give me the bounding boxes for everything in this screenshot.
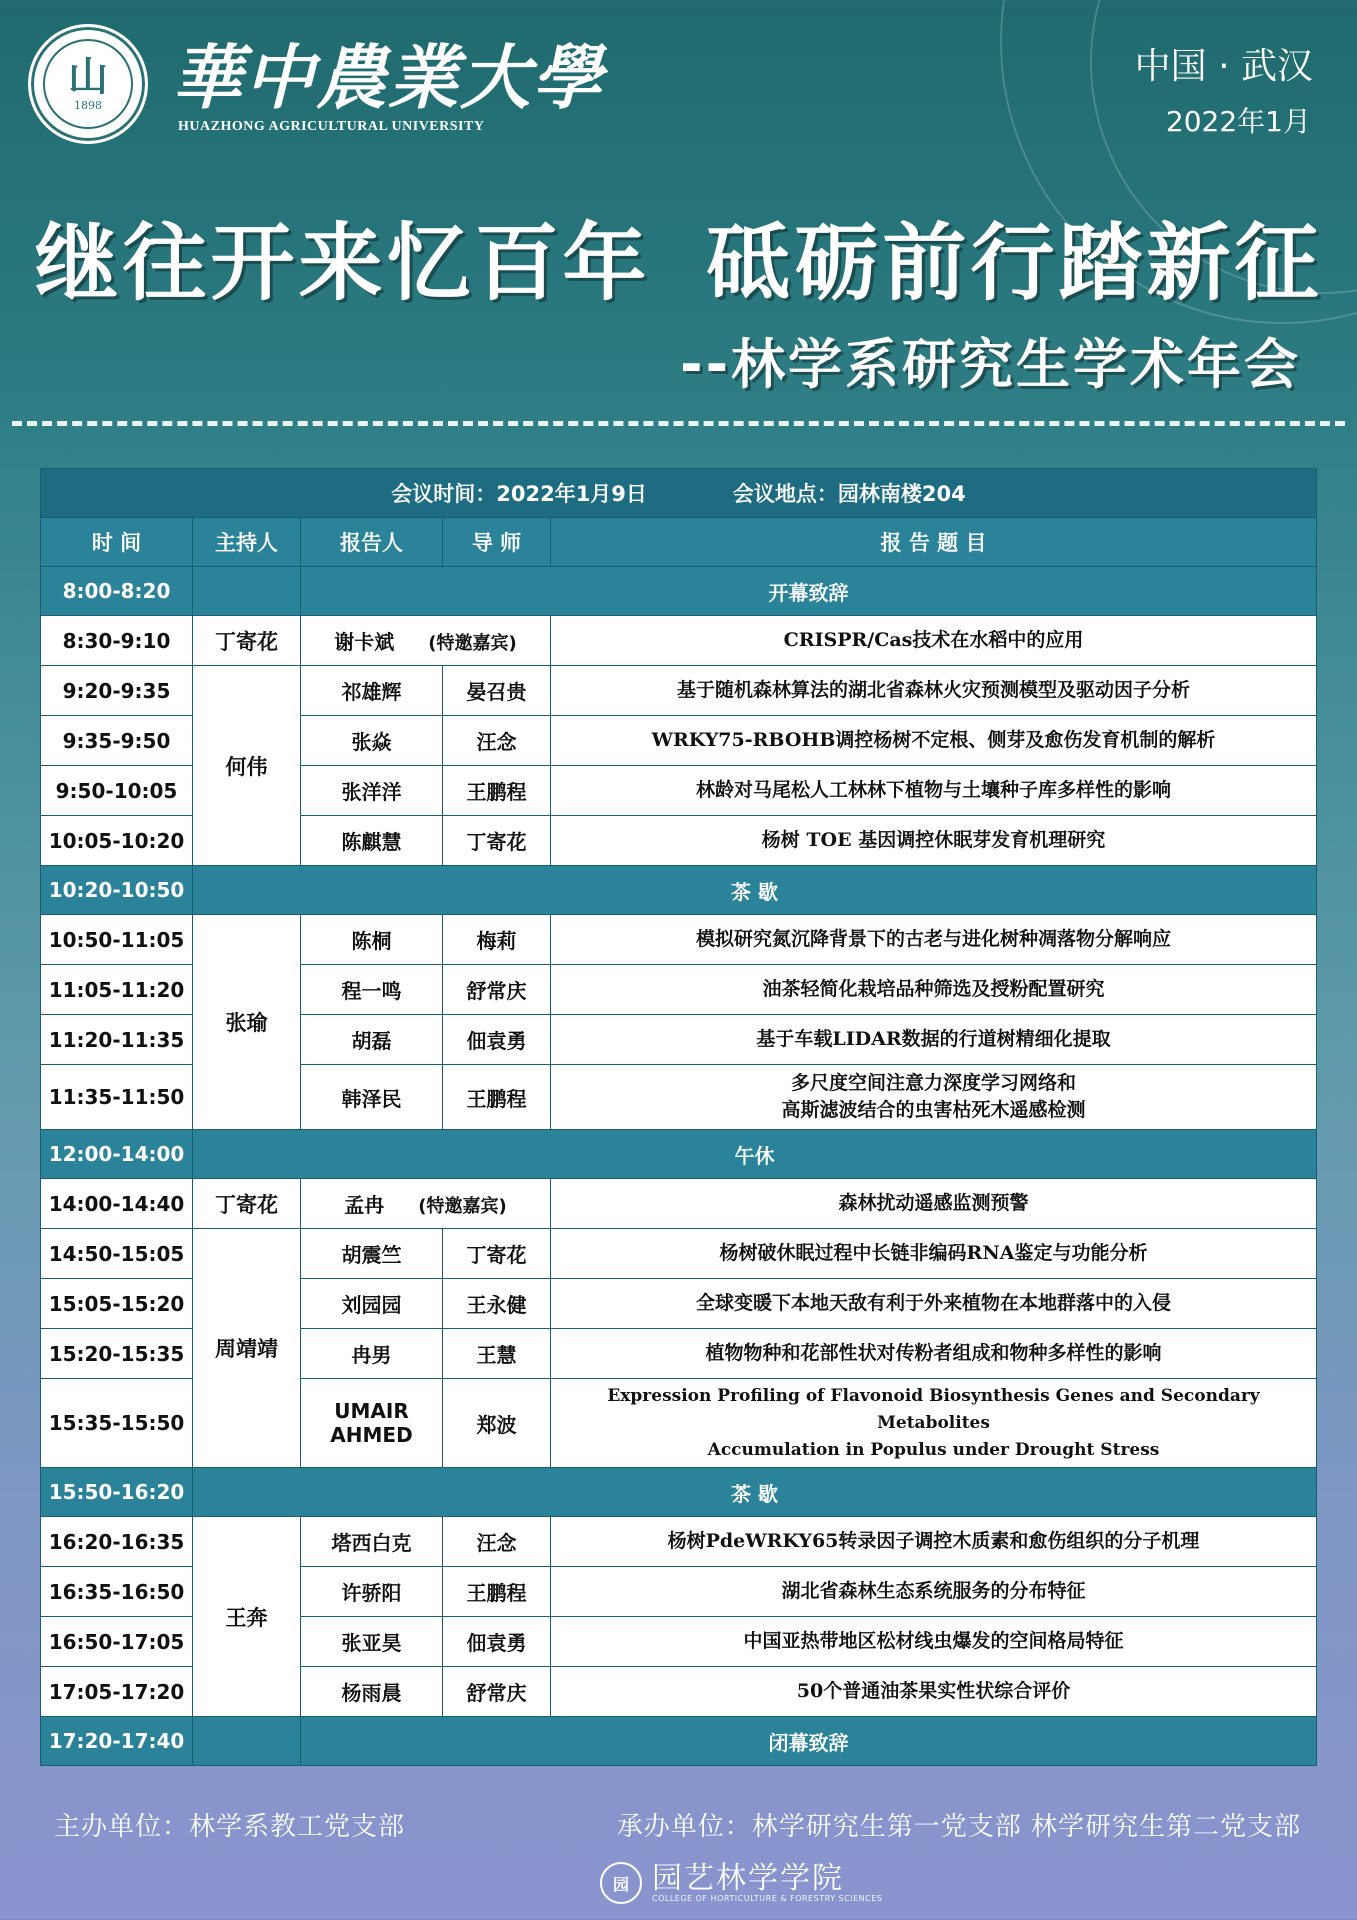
cell-time: 11:20-11:35 bbox=[41, 1015, 193, 1065]
location-text: 中国 · 武汉 bbox=[1134, 46, 1313, 87]
cell-host: 丁寄花 bbox=[193, 616, 301, 666]
cell-speaker-guest bbox=[301, 1179, 551, 1229]
cell-topic: WRKY75-RBOHB调控杨树不定根、侧芽及愈伤发育机制的解析 bbox=[551, 716, 1317, 766]
topic-line: 高斯滤波结合的虫害枯死木遥感检测 bbox=[781, 1099, 1086, 1121]
table-row bbox=[41, 666, 1317, 716]
cell-time: 15:20-15:35 bbox=[41, 1329, 193, 1379]
subtitle: --林学系研究生学术年会 bbox=[680, 333, 1301, 396]
cell-topic: 全球变暖下本地天敌有利于外来植物在本地群落中的入侵 bbox=[551, 1279, 1317, 1329]
university-name-en: HUAZHONG AGRICULTURAL UNIVERSITY bbox=[178, 119, 485, 134]
col-header-time: 时 间 bbox=[41, 518, 193, 567]
band-label: 茶 歇 bbox=[193, 1468, 1317, 1517]
cell-speaker: 韩泽民 bbox=[301, 1065, 443, 1130]
cell-advisor: 丁寄花 bbox=[443, 816, 551, 866]
meeting-time: 会议时间：2022年1月9日 bbox=[391, 482, 647, 506]
cell-host: 王奔 bbox=[193, 1517, 301, 1717]
cell-topic: 油茶轻简化栽培品种筛选及授粉配置研究 bbox=[551, 965, 1317, 1015]
college-name-en: COLLEGE OF HORTICULTURE & FORESTRY SCIENCES bbox=[652, 1893, 883, 1903]
cell-speaker: 程一鸣 bbox=[301, 965, 443, 1015]
cell-topic: 模拟研究氮沉降背景下的古老与进化树种凋落物分解响应 bbox=[551, 915, 1317, 965]
guest-tag: (特邀嘉宾) bbox=[418, 1196, 507, 1217]
cell-topic: CRISPR/Cas技术在水稻中的应用 bbox=[551, 616, 1317, 666]
cell-speaker bbox=[301, 1379, 443, 1468]
cell-speaker-guest bbox=[301, 616, 551, 666]
cell-time: 9:20-9:35 bbox=[41, 666, 193, 716]
cell-topic: 湖北省森林生态系统服务的分布特征 bbox=[551, 1567, 1317, 1617]
band-row-break bbox=[41, 866, 1317, 915]
title-part-1: 继往开来忆百年 bbox=[34, 214, 651, 312]
cell-time: 16:50-17:05 bbox=[41, 1617, 193, 1667]
speaker-name: 孟冉 bbox=[344, 1193, 385, 1217]
cell-topic: 杨树PdeWRKY65转录因子调控木质素和愈伤组织的分子机理 bbox=[551, 1517, 1317, 1567]
band-label: 开幕致辞 bbox=[301, 567, 1317, 616]
table-row bbox=[41, 1179, 1317, 1229]
cell-topic bbox=[551, 1379, 1317, 1468]
topic-line: Expression Profiling of Flavonoid Biosynthesis Genes and Secondary Metabolites bbox=[607, 1385, 1260, 1433]
band-label: 茶 歇 bbox=[193, 866, 1317, 915]
cell-time: 16:35-16:50 bbox=[41, 1567, 193, 1617]
cell-speaker: 张亚昊 bbox=[301, 1617, 443, 1667]
main-title bbox=[0, 196, 1357, 317]
cell-topic: 杨树 TOE 基因调控休眠芽发育机理研究 bbox=[551, 816, 1317, 866]
cell-advisor: 王鹏程 bbox=[443, 766, 551, 816]
speaker-line: AHMED bbox=[330, 1423, 413, 1447]
cell-time: 8:30-9:10 bbox=[41, 616, 193, 666]
dashed-divider bbox=[12, 421, 1345, 426]
cell-advisor: 晏召贵 bbox=[443, 666, 551, 716]
cell-topic: 植物物种和花部性状对传粉者组成和物种多样性的影响 bbox=[551, 1329, 1317, 1379]
cell-speaker: 胡磊 bbox=[301, 1015, 443, 1065]
cell-time: 10:05-10:20 bbox=[41, 816, 193, 866]
cell-speaker: 许骄阳 bbox=[301, 1567, 443, 1617]
cell-advisor: 汪念 bbox=[443, 1517, 551, 1567]
cell-advisor: 梅莉 bbox=[443, 915, 551, 965]
cell-speaker: 张焱 bbox=[301, 716, 443, 766]
cell-time: 15:05-15:20 bbox=[41, 1279, 193, 1329]
cell-advisor: 汪念 bbox=[443, 716, 551, 766]
cell-time: 14:00-14:40 bbox=[41, 1179, 193, 1229]
cell-speaker: 陈桐 bbox=[301, 915, 443, 965]
band-time: 10:20-10:50 bbox=[41, 866, 193, 915]
cell-host: 张瑜 bbox=[193, 915, 301, 1130]
meeting-location: 会议地点：园林南楼204 bbox=[732, 482, 966, 506]
meeting-info-row bbox=[41, 469, 1317, 518]
cell-time: 10:50-11:05 bbox=[41, 915, 193, 965]
col-header-host: 主持人 bbox=[193, 518, 301, 567]
cell-time: 9:50-10:05 bbox=[41, 766, 193, 816]
co-organizer-text: 承办单位：林学研究生第一党支部 林学研究生第二党支部 bbox=[616, 1812, 1301, 1842]
header bbox=[0, 0, 1357, 420]
band-row-closing bbox=[41, 1717, 1317, 1766]
band-time: 12:00-14:00 bbox=[41, 1130, 193, 1179]
table-header-row bbox=[41, 518, 1317, 567]
cell-host: 周靖靖 bbox=[193, 1229, 301, 1468]
cell-time: 11:35-11:50 bbox=[41, 1065, 193, 1130]
college-name: 园艺林学学院 bbox=[652, 1860, 844, 1896]
university-name-cn: 華中農業大學 bbox=[172, 36, 604, 119]
cell-speaker: 张洋洋 bbox=[301, 766, 443, 816]
table-row bbox=[41, 1229, 1317, 1279]
cell-advisor: 王慧 bbox=[443, 1329, 551, 1379]
speaker-line: UMAIR bbox=[334, 1399, 409, 1423]
cell-host: 丁寄花 bbox=[193, 1179, 301, 1229]
cell-time: 15:35-15:50 bbox=[41, 1379, 193, 1468]
cell-advisor: 王永健 bbox=[443, 1279, 551, 1329]
cell-advisor: 舒常庆 bbox=[443, 1667, 551, 1717]
organizer-text: 主办单位：林学系教工党支部 bbox=[54, 1812, 406, 1842]
cell-topic: 中国亚热带地区松材线虫爆发的空间格局特征 bbox=[551, 1617, 1317, 1667]
col-header-topic: 报 告 题 目 bbox=[551, 518, 1317, 567]
topic-line: 多尺度空间注意力深度学习网络和 bbox=[791, 1072, 1077, 1094]
band-label: 闭幕致辞 bbox=[301, 1717, 1317, 1766]
college-seal-icon: 园 bbox=[600, 1862, 642, 1904]
cell-topic: 林龄对马尾松人工林林下植物与土壤种子库多样性的影响 bbox=[551, 766, 1317, 816]
cell-advisor: 王鹏程 bbox=[443, 1567, 551, 1617]
band-row-lunch bbox=[41, 1130, 1317, 1179]
cell-advisor: 舒常庆 bbox=[443, 965, 551, 1015]
schedule-table-wrapper bbox=[40, 468, 1316, 1766]
cell-speaker: 冉男 bbox=[301, 1329, 443, 1379]
cell-speaker: 胡震竺 bbox=[301, 1229, 443, 1279]
cell-time: 16:20-16:35 bbox=[41, 1517, 193, 1567]
col-header-speaker: 报告人 bbox=[301, 518, 443, 567]
cell-topic: 基于随机森林算法的湖北省森林火灾预测模型及驱动因子分析 bbox=[551, 666, 1317, 716]
cell-speaker: 刘园园 bbox=[301, 1279, 443, 1329]
university-seal-logo: 山 1898 bbox=[28, 24, 148, 144]
cell-time: 11:05-11:20 bbox=[41, 965, 193, 1015]
cell-topic: 杨树破休眠过程中长链非编码RNA鉴定与功能分析 bbox=[551, 1229, 1317, 1279]
guest-tag: (特邀嘉宾) bbox=[428, 633, 517, 654]
topic-line: Accumulation in Populus under Drought Stress bbox=[707, 1439, 1160, 1460]
band-time: 15:50-16:20 bbox=[41, 1468, 193, 1517]
cell-advisor: 王鹏程 bbox=[443, 1065, 551, 1130]
cell-speaker: 塔西白克 bbox=[301, 1517, 443, 1567]
cell-time: 17:05-17:20 bbox=[41, 1667, 193, 1717]
cell-speaker: 杨雨晨 bbox=[301, 1667, 443, 1717]
band-time: 17:20-17:40 bbox=[41, 1717, 193, 1766]
band-row-break bbox=[41, 1468, 1317, 1517]
cell-speaker: 陈麒慧 bbox=[301, 816, 443, 866]
college-logo bbox=[600, 1862, 882, 1904]
speaker-name: 谢卡斌 bbox=[334, 630, 395, 654]
band-row-opening bbox=[41, 567, 1317, 616]
band-time: 8:00-8:20 bbox=[41, 567, 193, 616]
cell-topic: 基于车载LIDAR数据的行道树精细化提取 bbox=[551, 1015, 1317, 1065]
table-row bbox=[41, 915, 1317, 965]
cell-host: 何伟 bbox=[193, 666, 301, 866]
cell-topic: 50个普通油茶果实性状综合评价 bbox=[551, 1667, 1317, 1717]
cell-advisor: 佃袁勇 bbox=[443, 1015, 551, 1065]
cell-topic: 森林扰动遥感监测预警 bbox=[551, 1179, 1317, 1229]
schedule-table bbox=[40, 468, 1317, 1766]
title-part-2: 砥砺前行踏新征 bbox=[706, 214, 1323, 312]
table-row bbox=[41, 616, 1317, 666]
cell-advisor: 丁寄花 bbox=[443, 1229, 551, 1279]
col-header-advisor: 导 师 bbox=[443, 518, 551, 567]
cell-advisor: 佃袁勇 bbox=[443, 1617, 551, 1667]
cell-time: 9:35-9:50 bbox=[41, 716, 193, 766]
cell-time: 14:50-15:05 bbox=[41, 1229, 193, 1279]
table-row bbox=[41, 1517, 1317, 1567]
cell-advisor: 郑波 bbox=[443, 1379, 551, 1468]
band-label: 午休 bbox=[193, 1130, 1317, 1179]
date-text: 2022年1月 bbox=[1165, 105, 1311, 138]
cell-topic bbox=[551, 1065, 1317, 1130]
cell-speaker: 祁雄辉 bbox=[301, 666, 443, 716]
